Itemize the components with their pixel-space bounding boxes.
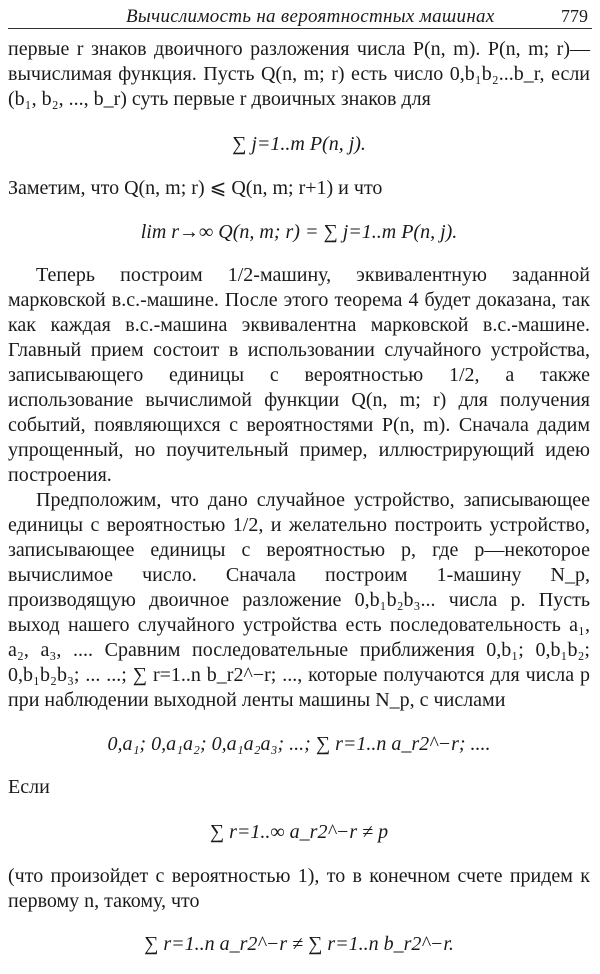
equation-a-sequence-text: 0,a₁; 0,a₁a₂; 0,a₁a₂a₃; ...; ∑ r=1..n a_r2^−r; ....: [107, 733, 491, 755]
remark-line: [8, 176, 590, 201]
equation-a-sequence: [8, 713, 590, 775]
equation-limit-text: lim r→∞ Q(n, m; r) = ∑ j=1..m P(n, j).: [140, 221, 458, 243]
page-header: [8, 2, 592, 28]
paragraph-construction: Теперь построим 1/2-машину, эквивалентную заданной марковской в.с.-машине. После этого теорема 4 будет доказана, так как каждая в.с.-машина эквивалентна марковской в.с.-машине. Главный прием состоит в использовании случайного устройства, записывающего единицы с вероятностью 1/2, а также использование вычислимой функции Q(n, m; r) для получения событий, появляющихся с вероятностями P(n, m). Сначала дадим упрощенный, но поучительный пример, иллюстрирующий идею построения.: [8, 264, 590, 486]
page-number: 779: [561, 6, 588, 26]
paragraph-intro: [8, 37, 590, 112]
equation-finite-compare: [8, 914, 590, 974]
equation-sum-p-text: ∑ j=1..m P(n, j).: [232, 133, 366, 155]
running-title: Вычислимость на вероятностных машинах: [126, 6, 495, 27]
equation-infinite-sum-text: ∑ r=1..∞ a_r2^−r ≠ p: [209, 821, 389, 843]
page-body: [8, 37, 590, 974]
equation-limit: [8, 201, 590, 263]
remark-text: Заметим, что Q(n, m; r) ⩽ Q(n, m; r+1) и что: [8, 177, 383, 199]
paragraph-example: Предположим, что дано случайное устройство, записывающее единицы с вероятностью 1/2, и желательно построить устройство, записывающее единицы с вероятностью p, где p—некоторое вычислимое число. Сначала построим 1-машину N_p, производящую двоичное разложение 0,b₁b₂b₃... числа p. Пусть выход нашего случайного устройства есть последовательность a₁, a₂, a₃, .... Сравним последовательные приближения 0,b₁; 0,b₁b₂; 0,b₁b₂b₃; ... ...; ∑ r=1..n b_r2^−r; ..., которые получаются для числа p при наблюдении выходной ленты машины N_p, с числами: [8, 489, 590, 711]
header-rule: [8, 28, 592, 29]
if-word: Если: [8, 776, 50, 798]
equation-sum-p: [8, 112, 590, 176]
intro-line-1: первые r знаков двоичного разложения числа P(n, m). P(n, m; r)—: [8, 38, 590, 60]
paragraph-conclusion: (что произойдет с вероятностью 1), то в конечном счете придем к первому n, такому, что: [8, 865, 590, 912]
equation-infinite-sum: [8, 800, 590, 864]
intro-line-3: если (b₁, b₂, ..., b_r) суть первые r двоичных знаков для: [8, 63, 591, 110]
intro-line-2: вычислимая функция. Пусть Q(n, m; r) есть число 0,b₁b₂...b_r,: [8, 63, 545, 85]
equation-finite-compare-text: ∑ r=1..n a_r2^−r ≠ ∑ r=1..n b_r2^−r.: [144, 933, 454, 955]
